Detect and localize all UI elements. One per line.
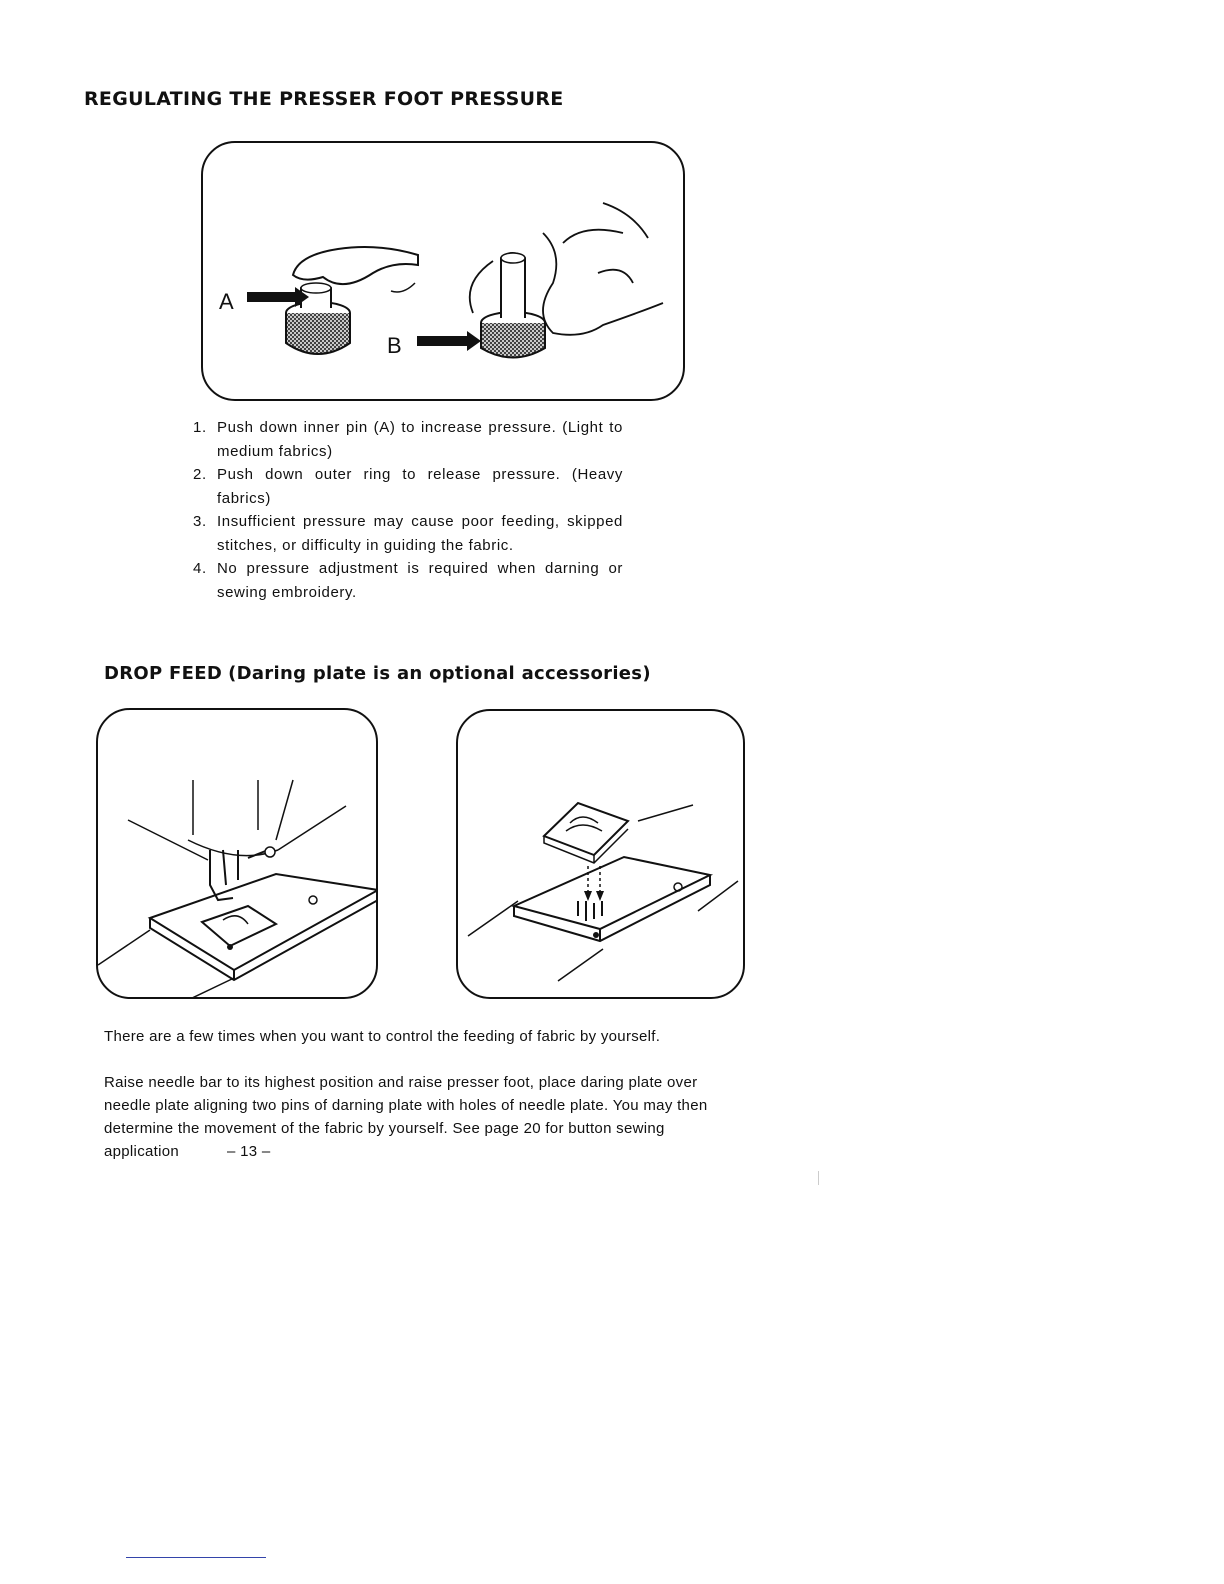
footer-rule (126, 1557, 266, 1558)
darning-plate-installed-illustration (96, 708, 378, 999)
drop-feed-paragraph-1: There are a few times when you want to control the feeding of fabric by yourself. (104, 1028, 661, 1045)
presser-steps-list (193, 416, 623, 604)
page-number: – 13 – (227, 1143, 271, 1160)
presser-section-title: REGULATING THE PRESSER FOOT PRESSURE (84, 88, 564, 110)
label-b: B (387, 333, 402, 358)
list-item: 4. No pressure adjustment is required when darning or sewing embroidery. (193, 560, 623, 601)
pressure-knob-b (470, 203, 663, 358)
list-item: 2. Push down outer ring to release pressure. (Heavy fabrics) (193, 466, 623, 507)
drop-feed-subtitle: (Daring plate is an optional accessories) (228, 663, 651, 684)
list-item: 1. Push down inner pin (A) to increase pressure. (Light to medium fabrics) (193, 419, 623, 460)
drop-feed-paragraph-2: Raise needle bar to its highest position and raise presser foot, place daring plate over needle plate aligning two pins of darning plate with holes of needle plate. You may then determine the movement of the fabric by yourself. See page 20 for button sewing application – 13 – (104, 1074, 708, 1160)
presser-foot-illustration (201, 141, 685, 401)
drop-feed-title-text: DROP FEED (104, 663, 223, 684)
scan-mark (818, 1171, 819, 1185)
drop-feed-title (104, 663, 651, 684)
darning-plate-placement-illustration (456, 709, 745, 999)
label-a: A (219, 289, 234, 314)
list-item: 3. Insufficient pressure may cause poor feeding, skipped stitches, or difficulty in guiding the fabric. (193, 513, 623, 554)
